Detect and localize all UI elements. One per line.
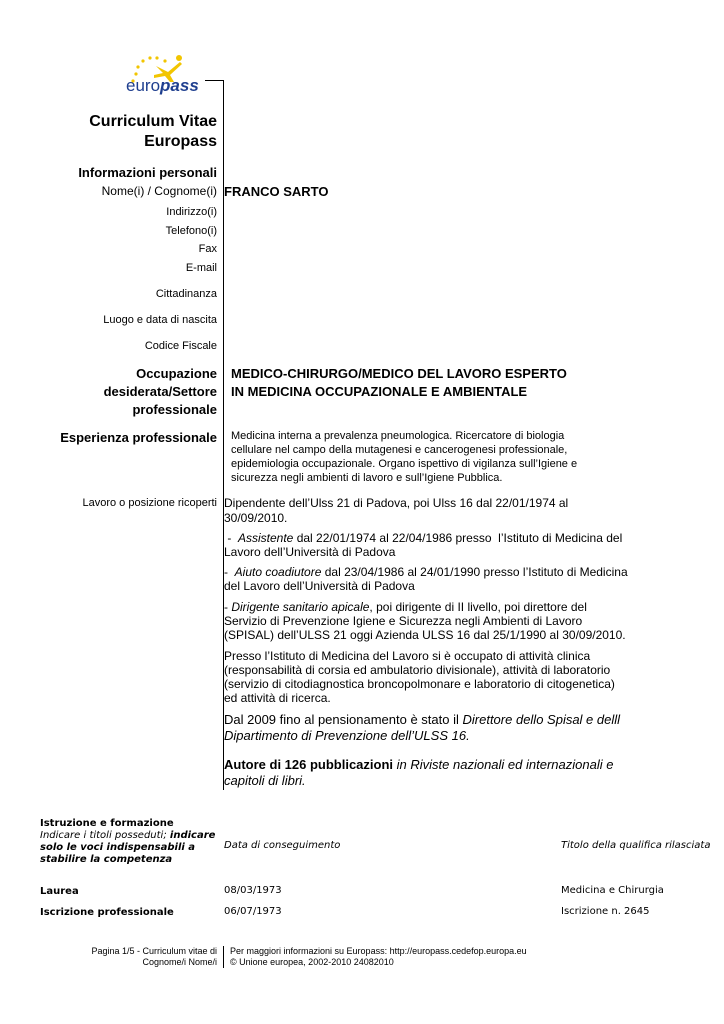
- education-hint-line2: solo le voci indispensabili a: [40, 842, 196, 853]
- footer-info-line2: © Unione europea, 2002-2010 24082010: [230, 957, 394, 967]
- p4-role: Dirigente sanitario apicale: [231, 600, 370, 614]
- position-p4-line2: Servizio di Prevenzione Igiene e Sicurezza negli Ambienti di Lavoro: [224, 614, 583, 628]
- position-p7-line2: [224, 773, 306, 789]
- p3-prefix: -: [224, 565, 235, 579]
- footer-page-info-line2: Cognome/i Nome/i: [142, 957, 217, 967]
- footer-info-line1: Per maggiori informazioni su Europass: http://europass.cedefop.europa.eu: [230, 946, 527, 956]
- occupation-label-line2: desiderata/Settore: [103, 384, 217, 399]
- education-row-title: Medicina e Chirurgia: [561, 885, 664, 896]
- position-p5-line4: ed attività di ricerca.: [224, 691, 331, 705]
- header-rule: [205, 80, 223, 81]
- p2-role: Assistente: [238, 531, 294, 545]
- footer-page-info-line1: Pagina 1/5 - Curriculum vitae di: [91, 946, 217, 956]
- citizenship-label: Cittadinanza: [155, 288, 217, 300]
- hint-bold: indicare: [169, 830, 216, 841]
- position-p1-line2: 30/09/2010.: [224, 511, 288, 525]
- occupation-value-line1: MEDICO-CHIRURGO/MEDICO DEL LAVORO ESPERTO: [231, 366, 567, 381]
- p2-rest: dal 22/01/1974 al 22/04/1986 presso l’Istituto di Medicina del: [293, 531, 623, 545]
- page-title-line2: Europass: [144, 133, 217, 150]
- fax-label: Fax: [198, 243, 217, 255]
- occupation-value-line2: IN MEDICINA OCCUPAZIONALE E AMBIENTALE: [231, 384, 528, 399]
- position-label: Lavoro o posizione ricoperti: [82, 497, 217, 509]
- education-row-label: Laurea: [40, 886, 79, 897]
- experience-summary-line3: epidemiologia occupazionale. Organo ispettivo di vigilanza sull’Igiene e: [231, 458, 578, 470]
- education-row-date: 08/03/1973: [224, 885, 282, 896]
- position-p6-line2: [224, 728, 470, 744]
- position-p5-line2: (responsabilità di corsia ed ambulatorio divisionale), attività di laboratorio: [224, 663, 611, 677]
- p4-prefix: -: [224, 600, 232, 614]
- occupation-label-line1: Occupazione: [136, 366, 217, 381]
- position-p3-line1: [224, 565, 628, 579]
- experience-summary-line4: sicurezza negli ambienti di lavoro e sull’Igiene Pubblica.: [231, 472, 503, 484]
- phone-label: Telefono(i): [165, 225, 217, 237]
- p6-role-cont: Dipartimento di Prevenzione dell’ULSS 16.: [224, 728, 470, 743]
- fiscal-code-label: Codice Fiscale: [144, 340, 217, 352]
- publications-desc: in Riviste nazionali ed internazionali e: [393, 757, 614, 772]
- publications-desc-cont: capitoli di libri.: [224, 773, 306, 788]
- europass-logo: [124, 52, 214, 96]
- position-p4-line1: [224, 600, 587, 614]
- birth-label: Luogo e data di nascita: [103, 314, 217, 326]
- hint-normal: Indicare i titoli posseduti;: [40, 830, 170, 841]
- position-p4-line3: (SPISAL) dell’ULSS 21 oggi Azienda ULSS 16 dal 25/1/1990 al 30/09/2010.: [224, 628, 626, 642]
- address-label: Indirizzo(i): [166, 206, 217, 218]
- publications-count: Autore di 126 pubblicazioni: [224, 757, 394, 772]
- position-p2-line1: [224, 531, 622, 545]
- education-row-title: Iscrizione n. 2645: [561, 906, 650, 917]
- p6-role: Direttore dello Spisal e delll: [462, 712, 621, 727]
- occupation-label-line3: professionale: [132, 402, 217, 417]
- experience-summary-line2: cellulare nel campo della mutagenesi e cancerogenesi professionale,: [231, 444, 568, 456]
- column-header-date: Data di conseguimento: [224, 840, 341, 851]
- p6-prefix: Dal 2009 fino al pensionamento è stato il: [224, 712, 463, 727]
- p3-rest: dal 23/04/1986 al 24/01/1990 presso l’Istituto di Medicina: [321, 565, 628, 579]
- p2-prefix: -: [224, 531, 238, 545]
- education-section-title: Istruzione e formazione: [40, 818, 174, 829]
- p3-role: Aiuto coadiutore: [234, 565, 322, 579]
- education-row-date: 06/07/1973: [224, 906, 282, 917]
- logo-text-pass: pass: [160, 76, 199, 95]
- experience-summary-line1: Medicina interna a prevalenza pneumologica. Ricercatore di biologia: [231, 430, 565, 442]
- name-label: Nome(i) / Cognome(i): [101, 184, 217, 198]
- position-p5-line3: (servizio di citodiagnostica broncopolmonare e laboratorio di citogenetica): [224, 677, 615, 691]
- education-hint-line3: stabilire la competenza: [40, 854, 173, 865]
- logo-text-euro: euro: [126, 76, 161, 95]
- education-row-label: Iscrizione professionale: [40, 907, 174, 918]
- page-title-line1: Curriculum Vitae: [89, 113, 217, 130]
- position-p7-line1: [224, 757, 613, 773]
- position-p6-line1: [224, 712, 620, 728]
- p4-rest: , poi dirigente di II livello, poi direttore del: [369, 600, 587, 614]
- education-hint-line1: [40, 830, 215, 842]
- footer-divider: [223, 946, 224, 968]
- position-p3-line2: del Lavoro dell’Università di Padova: [224, 579, 415, 593]
- position-p2-line2: Lavoro dell’Università di Padova: [224, 545, 396, 559]
- column-header-title: Titolo della qualifica rilasciata: [561, 840, 711, 851]
- email-label: E-mail: [185, 262, 217, 274]
- name-value: FRANCO SARTO: [224, 184, 329, 199]
- experience-section-title: Esperienza professionale: [60, 430, 217, 445]
- position-p5-line1: Presso l’Istituto di Medicina del Lavoro si è occupato di attività clinica: [224, 649, 591, 663]
- personal-section-title: Informazioni personali: [78, 165, 217, 180]
- position-p1-line1: Dipendente dell’Ulss 21 di Padova, poi Ulss 16 dal 22/01/1974 al: [224, 496, 569, 510]
